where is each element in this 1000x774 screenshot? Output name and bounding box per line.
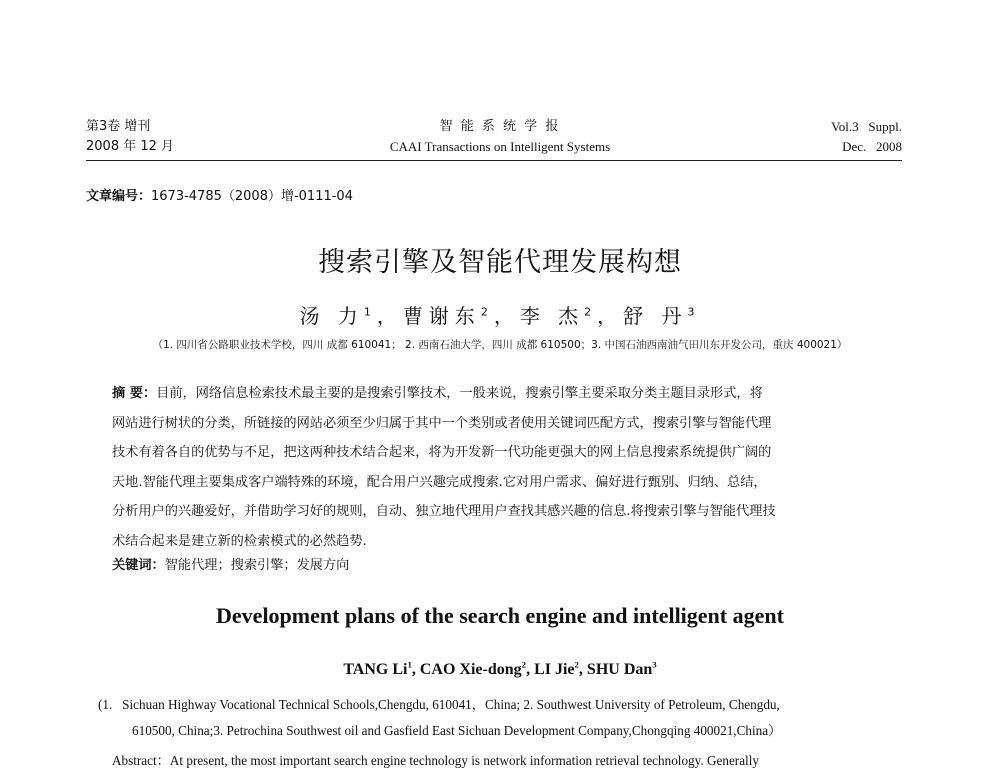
author-name: 汤 力 (299, 304, 364, 328)
abstract-cn-line: 摘 要：目前，网络信息检索技术最主要的是搜索引擎技术，一般来说，搜索引擎主要采取分类主题目录形式，将 (112, 386, 763, 401)
abstract-cn-line: 网站进行树状的分类，所链接的网站必须至少归属于其中一个类别或者使用关键词匹配方式，搜索引擎与智能代理 (112, 415, 772, 431)
journal-date-en: Dec. 2008 (842, 139, 902, 154)
author-affil-mark: 2 (574, 659, 579, 670)
abstract-cn-line: 天地.智能代理主要集成客户端特殊的环境，配合用户兴趣完成搜索.它对用户需求、偏好进行甄别、归纳、总结， (112, 474, 767, 490)
journal-volume-en: Vol.3 Suppl. (831, 119, 902, 134)
author-name: TANG Li (343, 661, 408, 678)
author-en (587, 661, 657, 678)
paper-title-en: Development plans of the search engine and intelligent agent (216, 603, 784, 628)
author-cn (299, 304, 376, 328)
article-number-label: 文章编号： (86, 189, 152, 204)
article-number-value: 1673-4785（2008）增-0111-04 (151, 189, 353, 204)
author-name: 舒 丹 (623, 304, 688, 328)
journal-name-en: CAAI Transactions on Intelligent Systems (389, 139, 611, 154)
keywords-cn-value: 智能代理；搜索引擎；发展方向 (164, 558, 350, 573)
author-affil-mark: 2 (584, 305, 598, 319)
authors-cn: 汤 力$^1$，曹谢东$^2$，李 杰$^2$，舒 丹$^3$ (299, 304, 701, 328)
author-cn (623, 304, 700, 328)
abstract-cn-line: 技术有着各自的优势与不足，把这两种技术结合起来，将为开发新一代功能更强大的网上信息搜索系统提供广阔的 (112, 445, 772, 460)
abstract-cn-line: 术结合起来是建立新的检索模式的必然趋势. (112, 533, 367, 549)
author-name: CAO Xie-dong (419, 661, 522, 678)
affiliations-cn: （1. 四川省公路职业技术学校，四川 成都 610041； 2. 西南石油大学，四川 成都 610500；3. 中国石油西南油气田川东开发公司，重庆 400021） (152, 339, 848, 351)
author-name: LI Jie (534, 661, 575, 678)
author-en (343, 661, 412, 678)
author-affil-mark: 1 (407, 659, 412, 670)
affiliations-en-line: 610500, China;3. Petrochina Southwest oil and Gasfield East Sichuan Development Company,Chongqing 400021,China） (132, 723, 782, 738)
author-affil-mark: 3 (652, 659, 657, 670)
abstract-cn-line: 分析用户的兴趣爱好，并借助学习好的规则，自动、独立地代理用户查找其感兴趣的信息.将搜索引擎与智能代理技 (112, 504, 776, 519)
author-cn (403, 304, 494, 328)
author-name: SHU Dan (586, 661, 653, 678)
affiliations-en (98, 692, 918, 744)
author-name: 曹谢东 (402, 304, 481, 328)
header-rule (86, 160, 902, 161)
author-affil-mark: 3 (687, 305, 701, 319)
journal-name-cn: 智 能 系 统 学 报 (439, 119, 561, 134)
keywords-cn (112, 554, 349, 573)
author-en (420, 661, 526, 678)
abstract-cn-label: 摘 要： (112, 386, 157, 401)
author-affil-mark: 2 (521, 659, 527, 670)
author-affil-mark: 2 (480, 305, 494, 319)
paper-title-cn: 搜索引擎及智能代理发展构想 (318, 247, 682, 278)
abstract-cn (112, 379, 892, 556)
affiliations-en-line: (1. Sichuan Highway Vocational Technical Schools,Chengdu, 610041，China; 2. Southwest University of Petroleum, Chengdu, (98, 697, 780, 712)
abstract-en-partial: Abstract：At present, the most important search engine technology is network information retrieval technology. Generally (112, 753, 759, 768)
author-affil-mark: 1 (363, 305, 377, 319)
keywords-cn-label: 关键词： (112, 558, 165, 573)
journal-volume-issue: 第3卷 增刊 (86, 119, 151, 134)
journal-date: 2008 年 12 月 (86, 139, 175, 154)
article-number (86, 189, 353, 205)
author-name: 李 杰 (519, 304, 585, 328)
authors-en: TANG Li$^1$, CAO Xie-dong$^2$, LI Jie$^2$, SHU Dan$^3$ (343, 659, 657, 678)
author-en (534, 661, 579, 678)
author-cn (520, 304, 597, 328)
